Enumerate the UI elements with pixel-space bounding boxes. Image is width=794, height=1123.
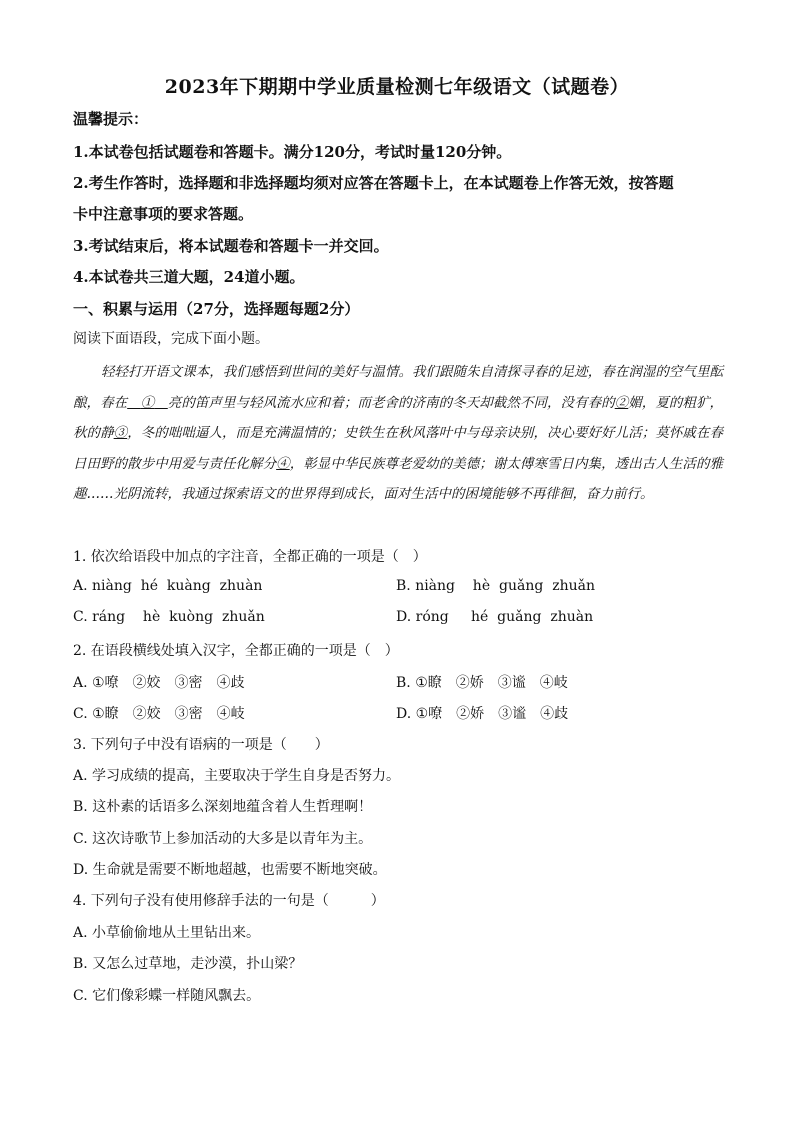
passage-text-3: 媚，夏的粗犷，秋的静 <box>73 394 724 441</box>
question-2-option-a: A. ①嘹 ②姣 ③密 ④歧 <box>73 675 245 691</box>
reading-passage <box>73 357 723 510</box>
blank-4: ④ <box>276 455 290 472</box>
blank-1: ① <box>140 394 155 411</box>
passage-text-1: 轻轻打开语文课本，我们感悟到世间的美好与温情。我们跟随朱自清探寻春的足迹，春在润湿的空气里酝酿，春在 <box>73 364 723 411</box>
question-2-option-b: B. ①瞭 ②娇 ③谧 ④岐 <box>396 675 568 691</box>
question-2-stem: 2. 在语段横线处填入汉字，全都正确的一项是（ ） <box>73 643 399 659</box>
section-heading: 一、积累与运用（27分，选择题每题2分） <box>73 300 360 318</box>
tips-heading: 温馨提示： <box>73 110 149 128</box>
tip-item-1: 1.本试卷包括试题卷和答题卡。满分120分，考试时量120分钟。 <box>73 143 512 161</box>
question-3-stem: 3. 下列句子中没有语病的一项是（ ） <box>73 737 329 753</box>
section-instruction: 阅读下面语段，完成下面小题。 <box>73 331 269 347</box>
question-4-option-a: A. 小草偷偷地从土里钻出来。 <box>73 925 261 941</box>
blank-2: ② <box>614 394 629 411</box>
question-1-option-d: D. róng hé guǎng zhuàn <box>396 609 594 625</box>
question-2-option-d: D. ①嘹 ②娇 ③谧 ④歧 <box>396 706 569 722</box>
question-4-stem: 4. 下列句子没有使用修辞手法的一句是（ ） <box>73 893 385 909</box>
question-1-option-b: B. niàng hè guǎng zhuǎn <box>396 578 595 594</box>
question-4-option-c: C. 它们像彩蝶一样随风飘去。 <box>73 988 261 1004</box>
page-title: 2023年下期期中学业质量检测七年级语文（试题卷） <box>164 76 630 98</box>
blank-3: ③ <box>113 425 128 441</box>
question-2-option-c: C. ①瞭 ②姣 ③密 ④岐 <box>73 706 245 722</box>
passage-text-4: ，冬的咄咄逼人，而是充满温情的；史铁生在秋风落叶中与母亲诀别，决心要好好儿活；莫怀戚在春日田野的散步中用爱与责任化解分 <box>73 425 724 472</box>
question-3-option-d: D. 生命就是需要不断地超越，也需要不断地突破。 <box>73 862 387 878</box>
question-1-option-c: C. ráng hè kuòng zhuǎn <box>73 609 265 625</box>
question-3-option-a: A. 学习成绩的提高，主要取决于学生自身是否努力。 <box>73 768 401 784</box>
passage-text-5: ，彰显中华民族尊老爱幼的美德；谢太傅寒雪日内集，透出古人生活的雅趣……光阴流转，我通过探索语文的世界得到成长，面对生活中的困境能够不再徘徊，奋力前行。 <box>73 455 724 502</box>
question-3-option-b: B. 这朴素的话语多么深刻地蕴含着人生哲理啊！ <box>73 799 373 815</box>
question-1-stem: 1. 依次给语段中加点的字注音，全都正确的一项是（ ） <box>73 549 427 565</box>
tip-item-2-cont: 卡中注意事项的要求答题。 <box>73 205 254 223</box>
question-4-option-b: B. 又怎么过草地，走沙漠，扑山梁？ <box>73 956 303 972</box>
tip-item-2: 2.考生作答时，选择题和非选择题均须对应答在答题卡上，在本试题卷上作答无效，按答题 <box>73 174 674 192</box>
passage-text-2: 亮的笛声里与轻风流水应和着；而老舍的济南的冬天却截然不同，没有春的 <box>167 394 615 411</box>
tip-item-4: 4.本试卷共三道大题，24道小题。 <box>73 268 305 286</box>
question-1-option-a: A. niàng hé kuàng zhuàn <box>73 578 263 594</box>
question-3-option-c: C. 这次诗歌节上参加活动的大多是以青年为主。 <box>73 831 373 847</box>
tip-item-3: 3.考试结束后，将本试题卷和答题卡一并交回。 <box>73 237 389 255</box>
